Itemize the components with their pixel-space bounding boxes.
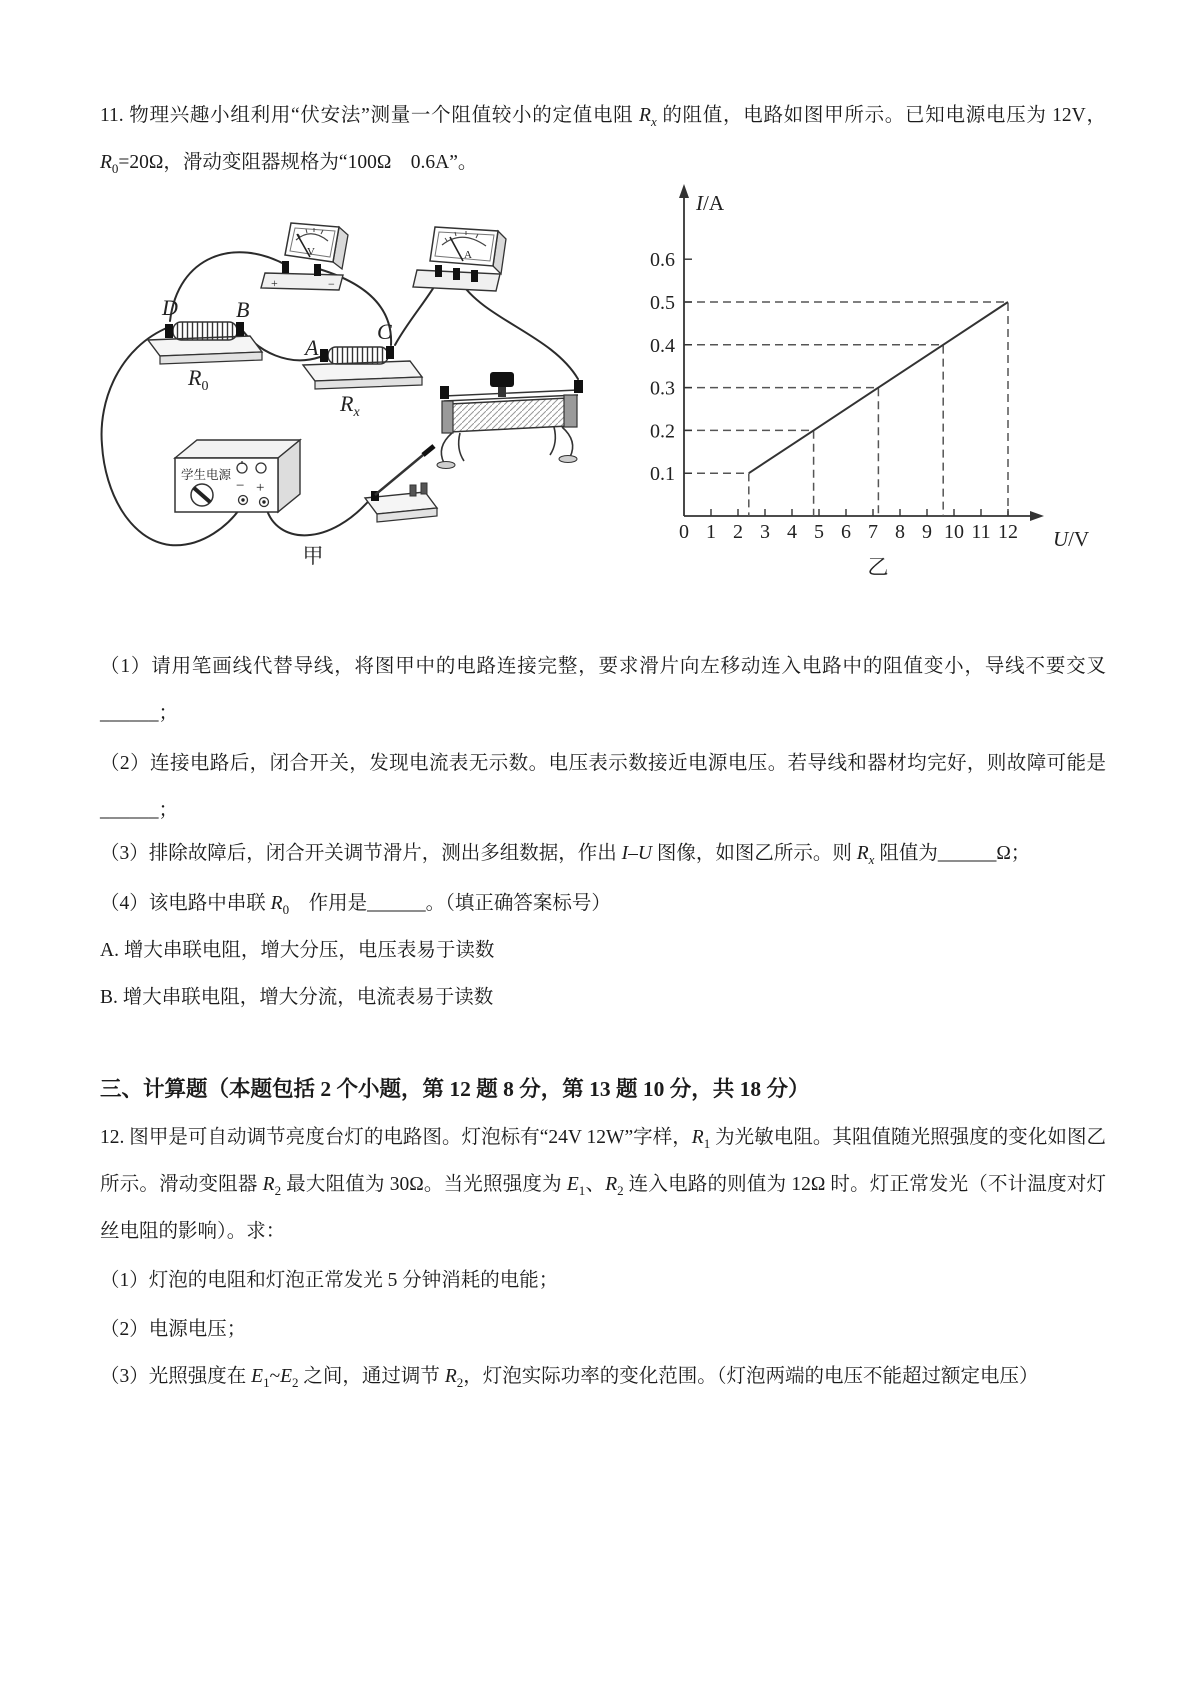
coil [328, 347, 388, 364]
axes [679, 184, 1044, 521]
var-sub-1: 1 [703, 1136, 711, 1151]
x-tick-label: 1 [706, 521, 716, 543]
text-run: 作用是______。（填正确答案标号） [289, 893, 611, 914]
label-C: C [377, 319, 392, 344]
ammeter-terminal [471, 270, 478, 282]
q11-part3 [100, 830, 1106, 877]
text-run: 、 [585, 1174, 606, 1195]
text-run: （3）光照强度在 [100, 1366, 252, 1387]
resistor-R0 [148, 295, 262, 394]
text-run: ，灯泡实际功率的变化范围。（灯泡两端的电压不能超过额定电压） [463, 1366, 1039, 1387]
var-R: R [605, 1174, 618, 1195]
power-supply-icon [175, 440, 300, 512]
var-sub-1: 1 [263, 1375, 270, 1390]
voltmeter-letter: V [307, 246, 315, 258]
var-sub-2: 2 [456, 1375, 464, 1390]
label-R0: $R_0$ [188, 365, 209, 394]
switch-icon [365, 446, 437, 522]
y-tick-label: 0.3 [650, 377, 675, 400]
supply-minus-mark: − [236, 478, 245, 494]
iu-graph [600, 178, 1100, 578]
wire-ammeter-to-rheostat [460, 281, 578, 379]
supply-plus-mark: + [256, 480, 265, 496]
var-R: R [270, 893, 283, 914]
figure-caption-jia: 甲 [302, 544, 324, 568]
section3-heading: 三、计算题（本题包括 2 个小题，第 12 题 8 分，第 13 题 10 分，共 18 分） [100, 1077, 810, 1101]
supply-label: 学生电源 [181, 468, 232, 482]
text-run: 之间，通过调节 [298, 1366, 445, 1387]
rheostat-icon [437, 372, 583, 469]
ammeter-terminal [453, 268, 460, 280]
x-tick-label: 12 [998, 521, 1018, 543]
y-tick-label: 0.6 [650, 249, 675, 272]
x-tick-label: 6 [841, 521, 851, 543]
text-run: =20Ω，滑动变阻器规格为“100Ω 0.6A”。 [118, 152, 478, 173]
label-B: B [236, 297, 250, 322]
voltmeter-plus-mark: + [271, 276, 278, 290]
y-axis-label: I/A [696, 191, 724, 215]
var-sub-2: 2 [617, 1183, 624, 1198]
dashed-guide [684, 473, 749, 516]
var-sub-1: 1 [578, 1183, 586, 1198]
var-sub-0: 0 [111, 161, 119, 176]
x-tick-label: 0 [679, 521, 689, 543]
text-run: 连入电路的则值为 12Ω 时。灯正常发光（不计温度对灯丝电阻的影响）。求： [100, 1174, 1106, 1242]
var-R: R [262, 1174, 275, 1195]
var-E: E [566, 1174, 579, 1195]
x-tick-label: 3 [760, 521, 770, 543]
q12-part3 [100, 1353, 1106, 1400]
q11-part2: （2）连接电路后，闭合开关，发现电流表无示数。电压表示数接近电源电压。若导线和器材均完好，则故障可能是______； [100, 753, 1106, 821]
x-tick-label: 9 [922, 521, 932, 543]
figure-caption-yi: 乙 [867, 555, 889, 578]
rheostat-slider [490, 372, 514, 387]
q12-part2: （2）电源电压； [100, 1319, 247, 1340]
var-sub-0: 0 [282, 902, 290, 917]
q11-optionB: B. 增大串联电阻，增大分流，电流表易于读数 [100, 987, 494, 1008]
text-run: 为光敏电阻。其阻值随光照强度的变化如图乙所示。滑动变阻器 [100, 1127, 1106, 1195]
q11-stem [100, 92, 1106, 186]
q11-part1: （1）请用笔画线代替导线，将图甲中的电路连接完整，要求滑片向左移动连入电路中的阻值变小，导线不要交叉______； [100, 656, 1106, 724]
var-R: R [856, 843, 869, 864]
text-run: 图像，如图乙所示。则 [651, 843, 857, 864]
figure-circuit [90, 195, 605, 580]
x-axis-arrow [1030, 511, 1044, 521]
ammeter-terminal [435, 265, 442, 277]
label-A: A [305, 335, 319, 360]
var-R: R [100, 152, 112, 173]
coil [173, 322, 237, 340]
q12-part1: （1）灯泡的电阻和灯泡正常发光 5 分钟消耗的电能； [100, 1270, 559, 1291]
y-tick-label: 0.5 [650, 292, 675, 314]
voltmeter-terminal [314, 264, 321, 276]
voltmeter-icon [261, 223, 348, 291]
text-run: 12. 图甲是可自动调节亮度台灯的电路图。灯泡标有“24V 12W”字样， [100, 1127, 692, 1148]
ammeter-icon [413, 227, 506, 291]
resistor-Rx [303, 319, 422, 420]
var-sub-x: x [868, 852, 875, 867]
label-D: D [162, 295, 178, 320]
text-run: 11. 物理兴趣小组利用“伏安法”测量一个阻值较小的定值电阻 [100, 105, 640, 126]
var-sub-2: 2 [274, 1183, 282, 1198]
var-R: R [691, 1127, 704, 1148]
x-tick-label: 4 [787, 521, 797, 543]
y-tick-label: 0.2 [650, 420, 675, 443]
var-IU: I–U [621, 843, 652, 864]
x-tick-label: 5 [814, 521, 824, 543]
var-E: E [280, 1366, 293, 1387]
q12-stem [100, 1114, 1106, 1255]
x-axis-label: U/V [1053, 527, 1090, 551]
y-tick-label: 0.1 [650, 463, 675, 486]
x-tick-label: 2 [733, 521, 743, 543]
x-tick-label: 7 [868, 521, 878, 543]
var-sub-x: x [650, 114, 657, 129]
text-run: 最大阻值为 30Ω。当光照强度为 [281, 1174, 567, 1195]
figure-graph [600, 178, 1100, 578]
voltmeter-minus-mark: − [328, 277, 335, 291]
ammeter-letter: A [464, 249, 472, 261]
text-run: 阻值为______Ω； [874, 843, 1031, 864]
y-axis-arrow [679, 184, 689, 198]
plot-area [650, 249, 1018, 543]
var-R: R [444, 1366, 457, 1387]
text-run: 的阻值，电路如图甲所示。已知电源电压为 12V， [656, 105, 1106, 126]
x-tick-label: 11 [971, 521, 991, 543]
q11-optionA: A. 增大串联电阻，增大分压，电压表易于读数 [100, 940, 495, 961]
y-tick-label: 0.4 [650, 334, 675, 357]
circuit-drawing [90, 195, 605, 580]
x-tick-label: 8 [895, 521, 905, 543]
voltmeter-terminal [282, 261, 289, 273]
var-E: E [251, 1366, 264, 1387]
q11-part4 [100, 880, 1106, 927]
text-run: ~ [269, 1366, 281, 1387]
text-run: （3）排除故障后，闭合开关调节滑片，测出多组数据，作出 [100, 843, 622, 864]
label-Rx: $R_x$ [340, 391, 360, 420]
x-tick-label: 10 [944, 521, 964, 543]
text-run: （4）该电路中串联 [100, 893, 271, 914]
var-R: R [639, 105, 651, 126]
var-sub-2: 2 [292, 1375, 299, 1390]
